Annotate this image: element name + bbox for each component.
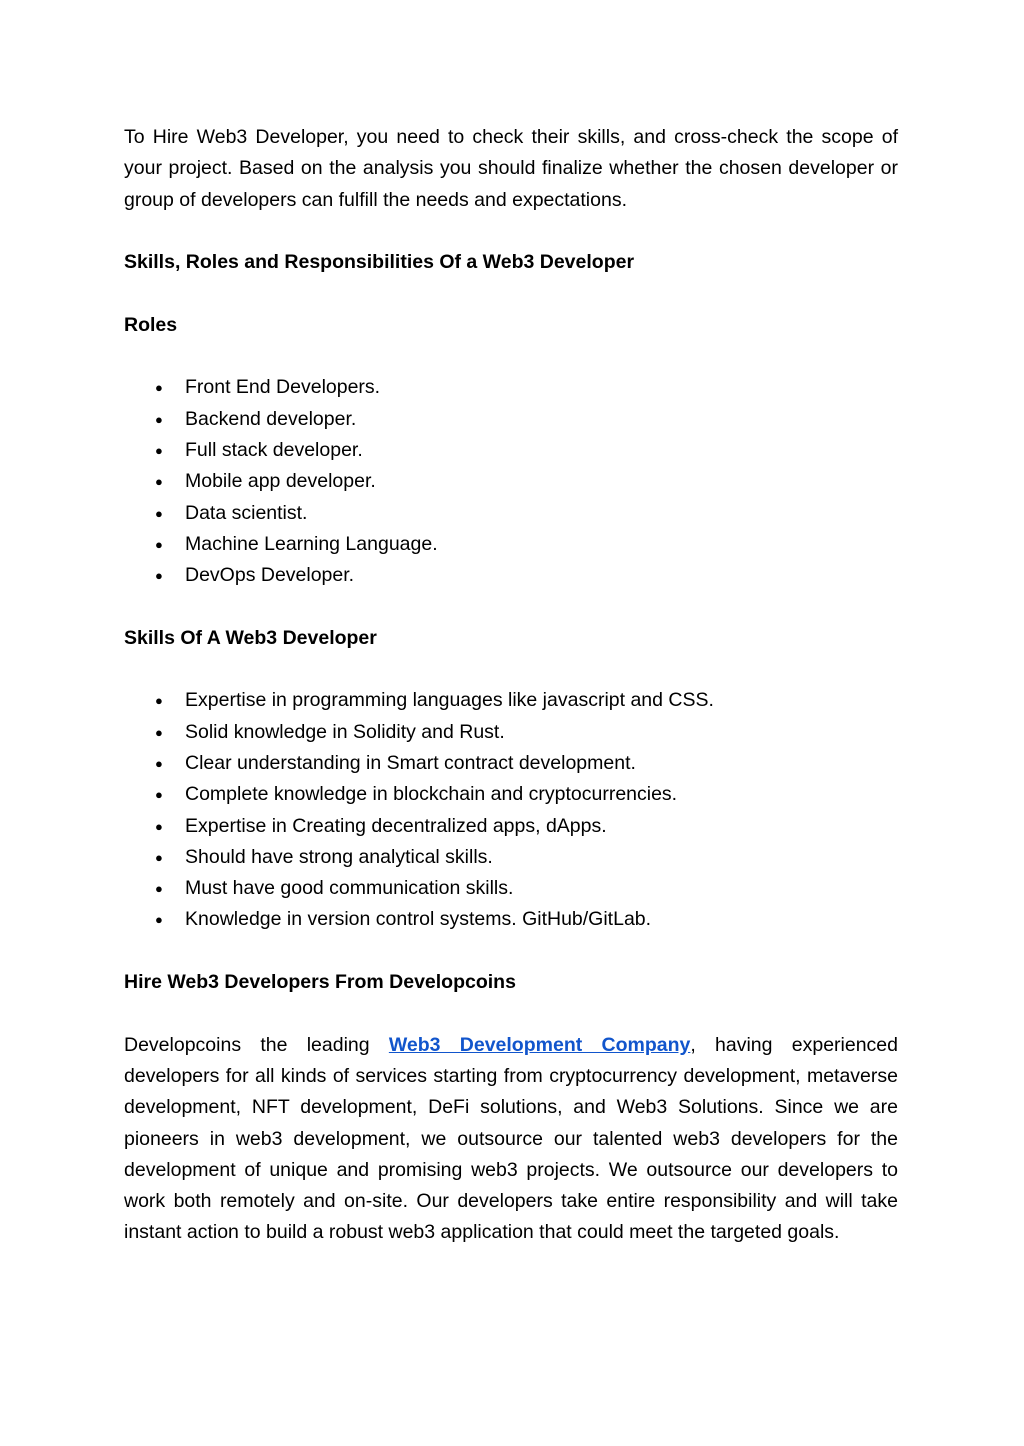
list-item-text: DevOps Developer. [185, 564, 355, 587]
list-item [124, 873, 898, 904]
bullet-icon: ● [155, 755, 163, 771]
skills-list [124, 685, 898, 935]
bullet-icon: ● [155, 787, 163, 803]
bullet-icon: ● [155, 912, 163, 928]
list-item-text: Knowledge in version control systems. GitHub/GitLab. [185, 908, 652, 931]
bullet-icon: ● [155, 411, 163, 427]
list-item [124, 811, 898, 842]
roles-heading: Roles [124, 313, 178, 336]
list-item [124, 685, 898, 716]
list-item [124, 466, 898, 497]
spacer [124, 936, 898, 967]
list-item [124, 372, 898, 403]
hire-paragraph [124, 1030, 898, 1249]
bullet-icon: ● [155, 536, 163, 552]
spacer [124, 591, 898, 622]
list-item-text: Expertise in Creating decentralized apps, dApps. [185, 814, 607, 837]
list-item [124, 748, 898, 779]
document-page [124, 122, 898, 1249]
list-item-text: Backend developer. [185, 407, 357, 430]
bullet-icon: ● [155, 505, 163, 521]
section-heading: Skills, Roles and Responsibilities Of a Web3 Developer [124, 251, 635, 274]
list-item-text: Complete knowledge in blockchain and cryptocurrencies. [185, 783, 678, 806]
list-item [124, 498, 898, 529]
list-item-text: Expertise in programming languages like javascript and CSS. [185, 689, 714, 712]
spacer [124, 341, 898, 372]
list-item [124, 404, 898, 435]
roles-list [124, 372, 898, 591]
spacer [124, 998, 898, 1029]
list-item [124, 435, 898, 466]
bullet-icon: ● [155, 442, 163, 458]
spacer [124, 216, 898, 247]
spacer [124, 654, 898, 685]
list-item-text: Clear understanding in Smart contract development. [185, 751, 636, 774]
list-item-text: Should have strong analytical skills. [185, 845, 493, 868]
bullet-icon: ● [155, 818, 163, 834]
bullet-icon: ● [155, 881, 163, 897]
hire-heading: Hire Web3 Developers From Developcoins [124, 971, 516, 994]
bullet-icon: ● [155, 474, 163, 490]
list-item [124, 560, 898, 591]
spacer [124, 278, 898, 309]
hire-text-after-link: , having experienced developers for all kinds of services starting from cryptocurrency development, metaverse development, NFT development, DeFi solutions, and Web3 Solutions. Since we are pioneers in web3 development, we outsource our talented web3 developers for the development of unique and promising web3 projects. We outsource our developers to work both remotely and on-site. Our developers take entire responsibility and will take instant action to build a robust web3 application that could meet the targeted goals. [124, 1033, 898, 1244]
bullet-icon: ● [155, 568, 163, 584]
list-item [124, 779, 898, 810]
bullet-icon: ● [155, 724, 163, 740]
bullet-icon: ● [155, 380, 163, 396]
web3-development-company-link[interactable]: Web3 Development Company [388, 1033, 691, 1056]
hire-text-before-link: Developcoins the leading [124, 1033, 389, 1056]
list-item-text: Machine Learning Language. [185, 532, 438, 555]
list-item-text: Solid knowledge in Solidity and Rust. [185, 720, 505, 743]
list-item-text: Must have good communication skills. [185, 877, 514, 900]
bullet-icon: ● [155, 849, 163, 865]
skills-heading: Skills Of A Web3 Developer [124, 626, 377, 649]
list-item [124, 717, 898, 748]
list-item-text: Data scientist. [185, 501, 308, 524]
list-item [124, 904, 898, 935]
list-item-text: Full stack developer. [185, 438, 363, 461]
intro-paragraph: To Hire Web3 Developer, you need to check their skills, and cross-check the scope of your project. Based on the analysis you should finalize whether the chosen developer or group of developers can fulfill the needs and expectations. [124, 126, 898, 211]
list-item-text: Front End Developers. [185, 376, 381, 399]
list-item [124, 529, 898, 560]
list-item-text: Mobile app developer. [185, 470, 376, 493]
bullet-icon: ● [155, 693, 163, 709]
list-item [124, 842, 898, 873]
